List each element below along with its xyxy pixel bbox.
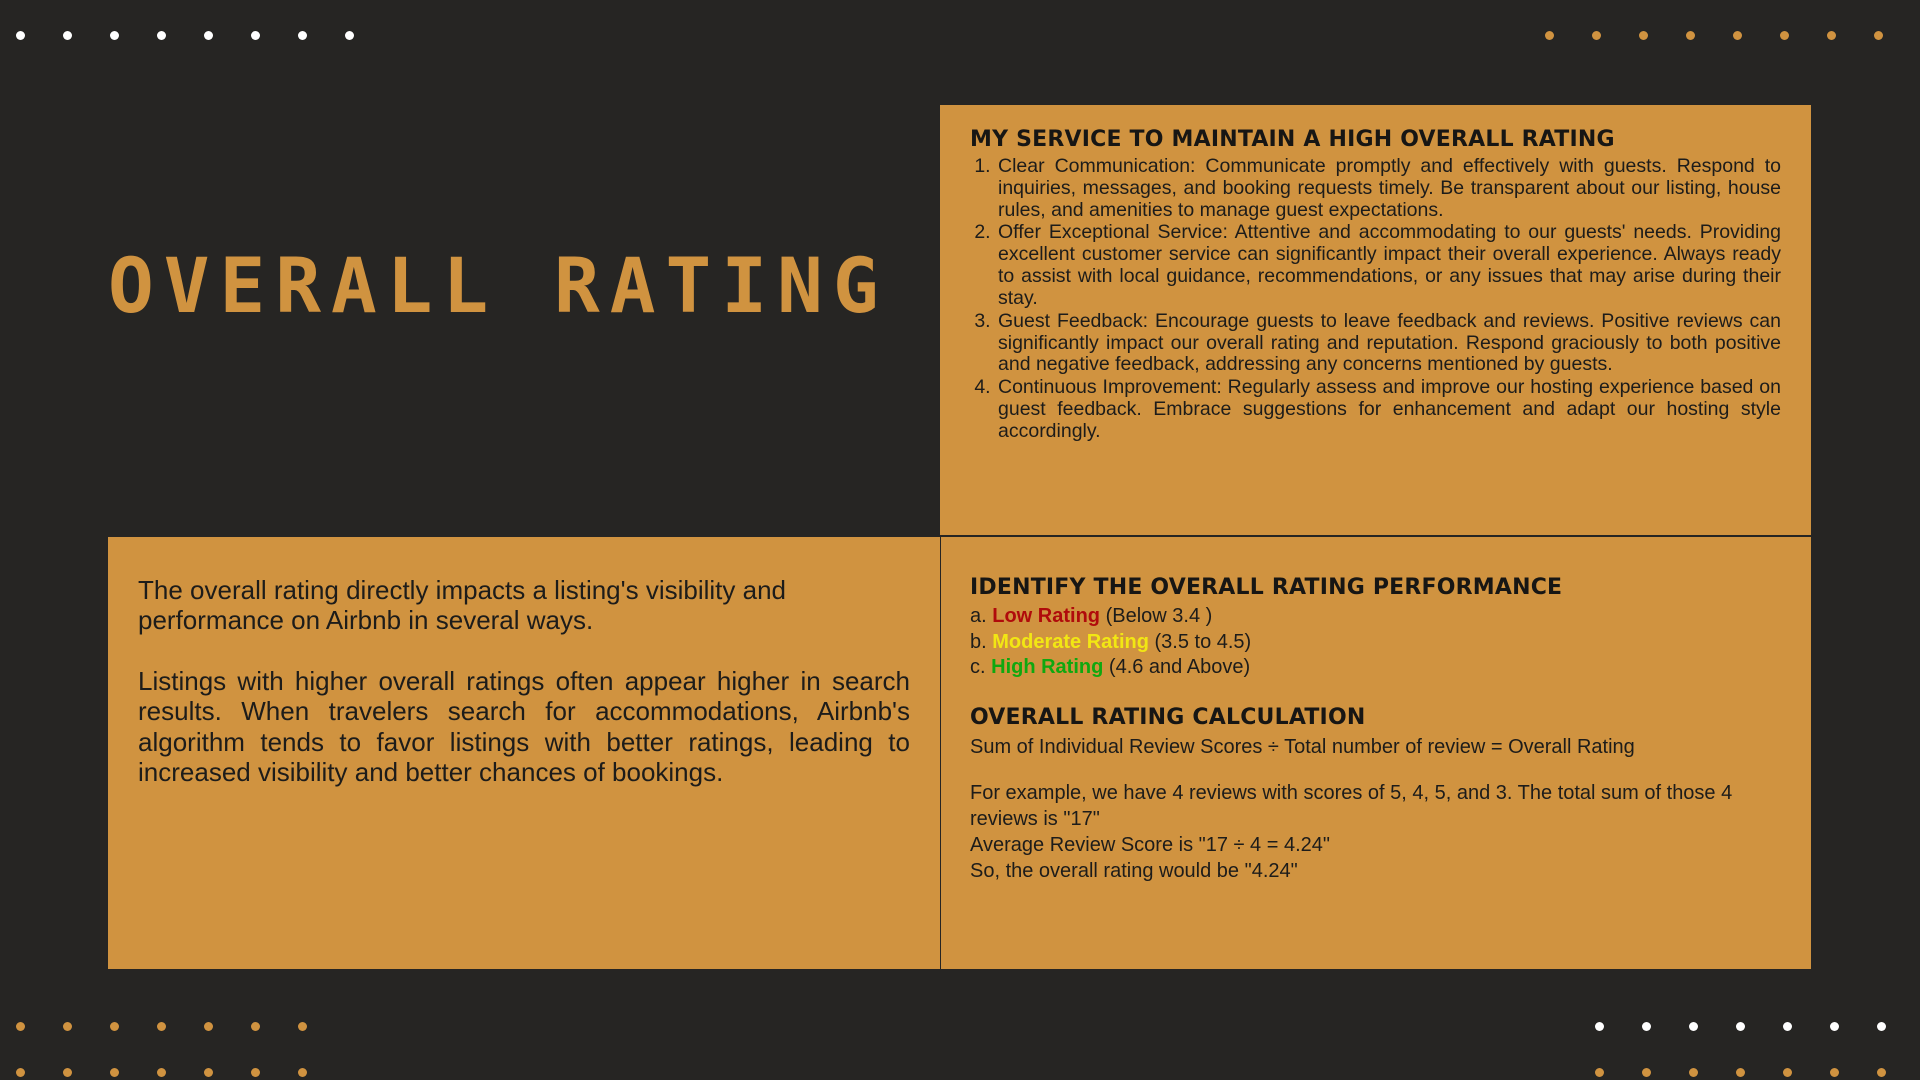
decor-dot — [63, 31, 72, 40]
decor-dot — [1783, 1068, 1792, 1077]
decor-dot — [110, 31, 119, 40]
decor-dot — [1877, 1022, 1886, 1031]
calculation-formula: Sum of Individual Review Scores ÷ Total number of review = Overall Rating — [970, 735, 1635, 758]
decor-dot — [1595, 1068, 1604, 1077]
decor-dot — [1639, 31, 1648, 40]
impact-paragraph-1: The overall rating directly impacts a listing's visibility and performance on Airbnb in several ways. — [138, 575, 786, 636]
decor-dot — [1736, 1068, 1745, 1077]
decor-dot — [1830, 1022, 1839, 1031]
rating-level-range: (4.6 and Above) — [1108, 656, 1251, 679]
decor-dot — [110, 1022, 119, 1031]
decor-dot — [204, 1022, 213, 1031]
decor-dots-bottom-left-row1 — [16, 1022, 345, 1031]
decor-dot — [157, 1022, 166, 1031]
decor-dot — [1686, 31, 1695, 40]
decor-dots-top-right — [1545, 31, 1920, 40]
decor-dot — [1783, 1022, 1792, 1031]
decor-dots-bottom-left-row2 — [16, 1068, 345, 1077]
decor-dot — [251, 1022, 260, 1031]
rating-level-high — [970, 655, 1781, 681]
decor-dot — [298, 1068, 307, 1077]
decor-dot — [1780, 31, 1789, 40]
service-panel — [940, 105, 1811, 535]
decor-dot — [1830, 1068, 1839, 1077]
rating-level-low — [970, 604, 1781, 630]
decor-dot — [157, 31, 166, 40]
decor-dot — [1545, 31, 1554, 40]
decor-dot — [1689, 1022, 1698, 1031]
performance-panel-heading: IDENTIFY THE OVERALL RATING PERFORMANCE — [970, 575, 1563, 600]
rating-level-marker: b. — [970, 630, 987, 653]
decor-dot — [345, 31, 354, 40]
page-title: OVERALL RATING — [108, 241, 889, 330]
service-list — [970, 156, 1781, 443]
decor-dot — [1827, 31, 1836, 40]
decor-dot — [298, 1022, 307, 1031]
rating-level-label: Moderate Rating — [992, 630, 1149, 653]
decor-dot — [1595, 1022, 1604, 1031]
decor-dot — [1592, 31, 1601, 40]
decor-dot — [1642, 1068, 1651, 1077]
calculation-example-3: So, the overall rating would be "4.24" — [970, 859, 1298, 882]
rating-level-marker: c. — [970, 656, 986, 679]
decor-dot — [63, 1068, 72, 1077]
decor-dot — [1733, 31, 1742, 40]
rating-level-label: Low Rating — [992, 605, 1101, 627]
spacer — [970, 760, 1781, 780]
decor-dot — [1642, 1022, 1651, 1031]
decor-dots-bottom-right-row2 — [1595, 1068, 1920, 1077]
decor-dots-top-left — [16, 31, 392, 40]
service-list-item: 4. Continuous Improvement: Regularly assess and improve our hosting experience based on guest feedback. Embrace suggestions for enhancement and adapt our hosting style accordingly. — [996, 377, 1781, 442]
calculation-heading: OVERALL RATING CALCULATION — [970, 704, 1366, 730]
decor-dot — [1689, 1068, 1698, 1077]
service-list-item: 2. Offer Exceptional Service: Attentive and accommodating to our guests' needs. Providing excellent customer service can significantly impact their overall experience. Always ready to assist with local guidance, recommendations, or any issues that may arise during their stay. — [996, 222, 1781, 309]
decor-dot — [63, 1022, 72, 1031]
decor-dot — [16, 1022, 25, 1031]
service-panel-heading: MY SERVICE TO MAINTAIN A HIGH OVERALL RATING — [970, 127, 1615, 152]
rating-level-range: (3.5 to 4.5) — [1154, 630, 1252, 653]
decor-dot — [204, 1068, 213, 1077]
rating-level-marker: a. — [970, 605, 987, 627]
decor-dot — [1736, 1022, 1745, 1031]
rating-level-moderate — [970, 630, 1781, 656]
panel-divider — [940, 537, 941, 969]
decor-dot — [251, 31, 260, 40]
calculation-example-2: Average Review Score is "17 ÷ 4 = 4.24" — [970, 833, 1330, 856]
impact-panel — [108, 537, 940, 969]
rating-levels-list — [970, 604, 1781, 681]
decor-dot — [110, 1068, 119, 1077]
decor-dots-bottom-right-row1 — [1595, 1022, 1920, 1031]
calculation-block — [970, 734, 1781, 884]
impact-paragraph-2: Listings with higher overall ratings often appear higher in search results. When travelers search for accommodations, Airbnb's algorithm tends to favor listings with better ratings, leading to increased visibility and better chances of bookings. — [138, 665, 910, 788]
decor-dot — [1877, 1068, 1886, 1077]
decor-dot — [251, 1068, 260, 1077]
decor-dot — [16, 1068, 25, 1077]
decor-dot — [157, 1068, 166, 1077]
decor-dot — [1874, 31, 1883, 40]
service-list-item: 1. Clear Communication: Communicate promptly and effectively with guests. Respond to inquiries, messages, and booking requests timely. Be transparent about our listing, house rules, and amenities to manage guest expectations. — [996, 156, 1781, 221]
rating-level-range: (Below 3.4 ) — [1105, 605, 1213, 627]
decor-dot — [204, 31, 213, 40]
calculation-example-1: For example, we have 4 reviews with scores of 5, 4, 5, and 3. The total sum of those 4 reviews is "17" — [970, 781, 1733, 830]
decor-dot — [16, 31, 25, 40]
rating-level-label: High Rating — [991, 656, 1104, 679]
performance-panel — [940, 537, 1811, 969]
service-list-item: 3. Guest Feedback: Encourage guests to leave feedback and reviews. Positive reviews can significantly impact our overall rating and reputation. Respond graciously to both positive and negative feedback, addressing any concerns mentioned by guests. — [996, 311, 1781, 376]
decor-dot — [298, 31, 307, 40]
